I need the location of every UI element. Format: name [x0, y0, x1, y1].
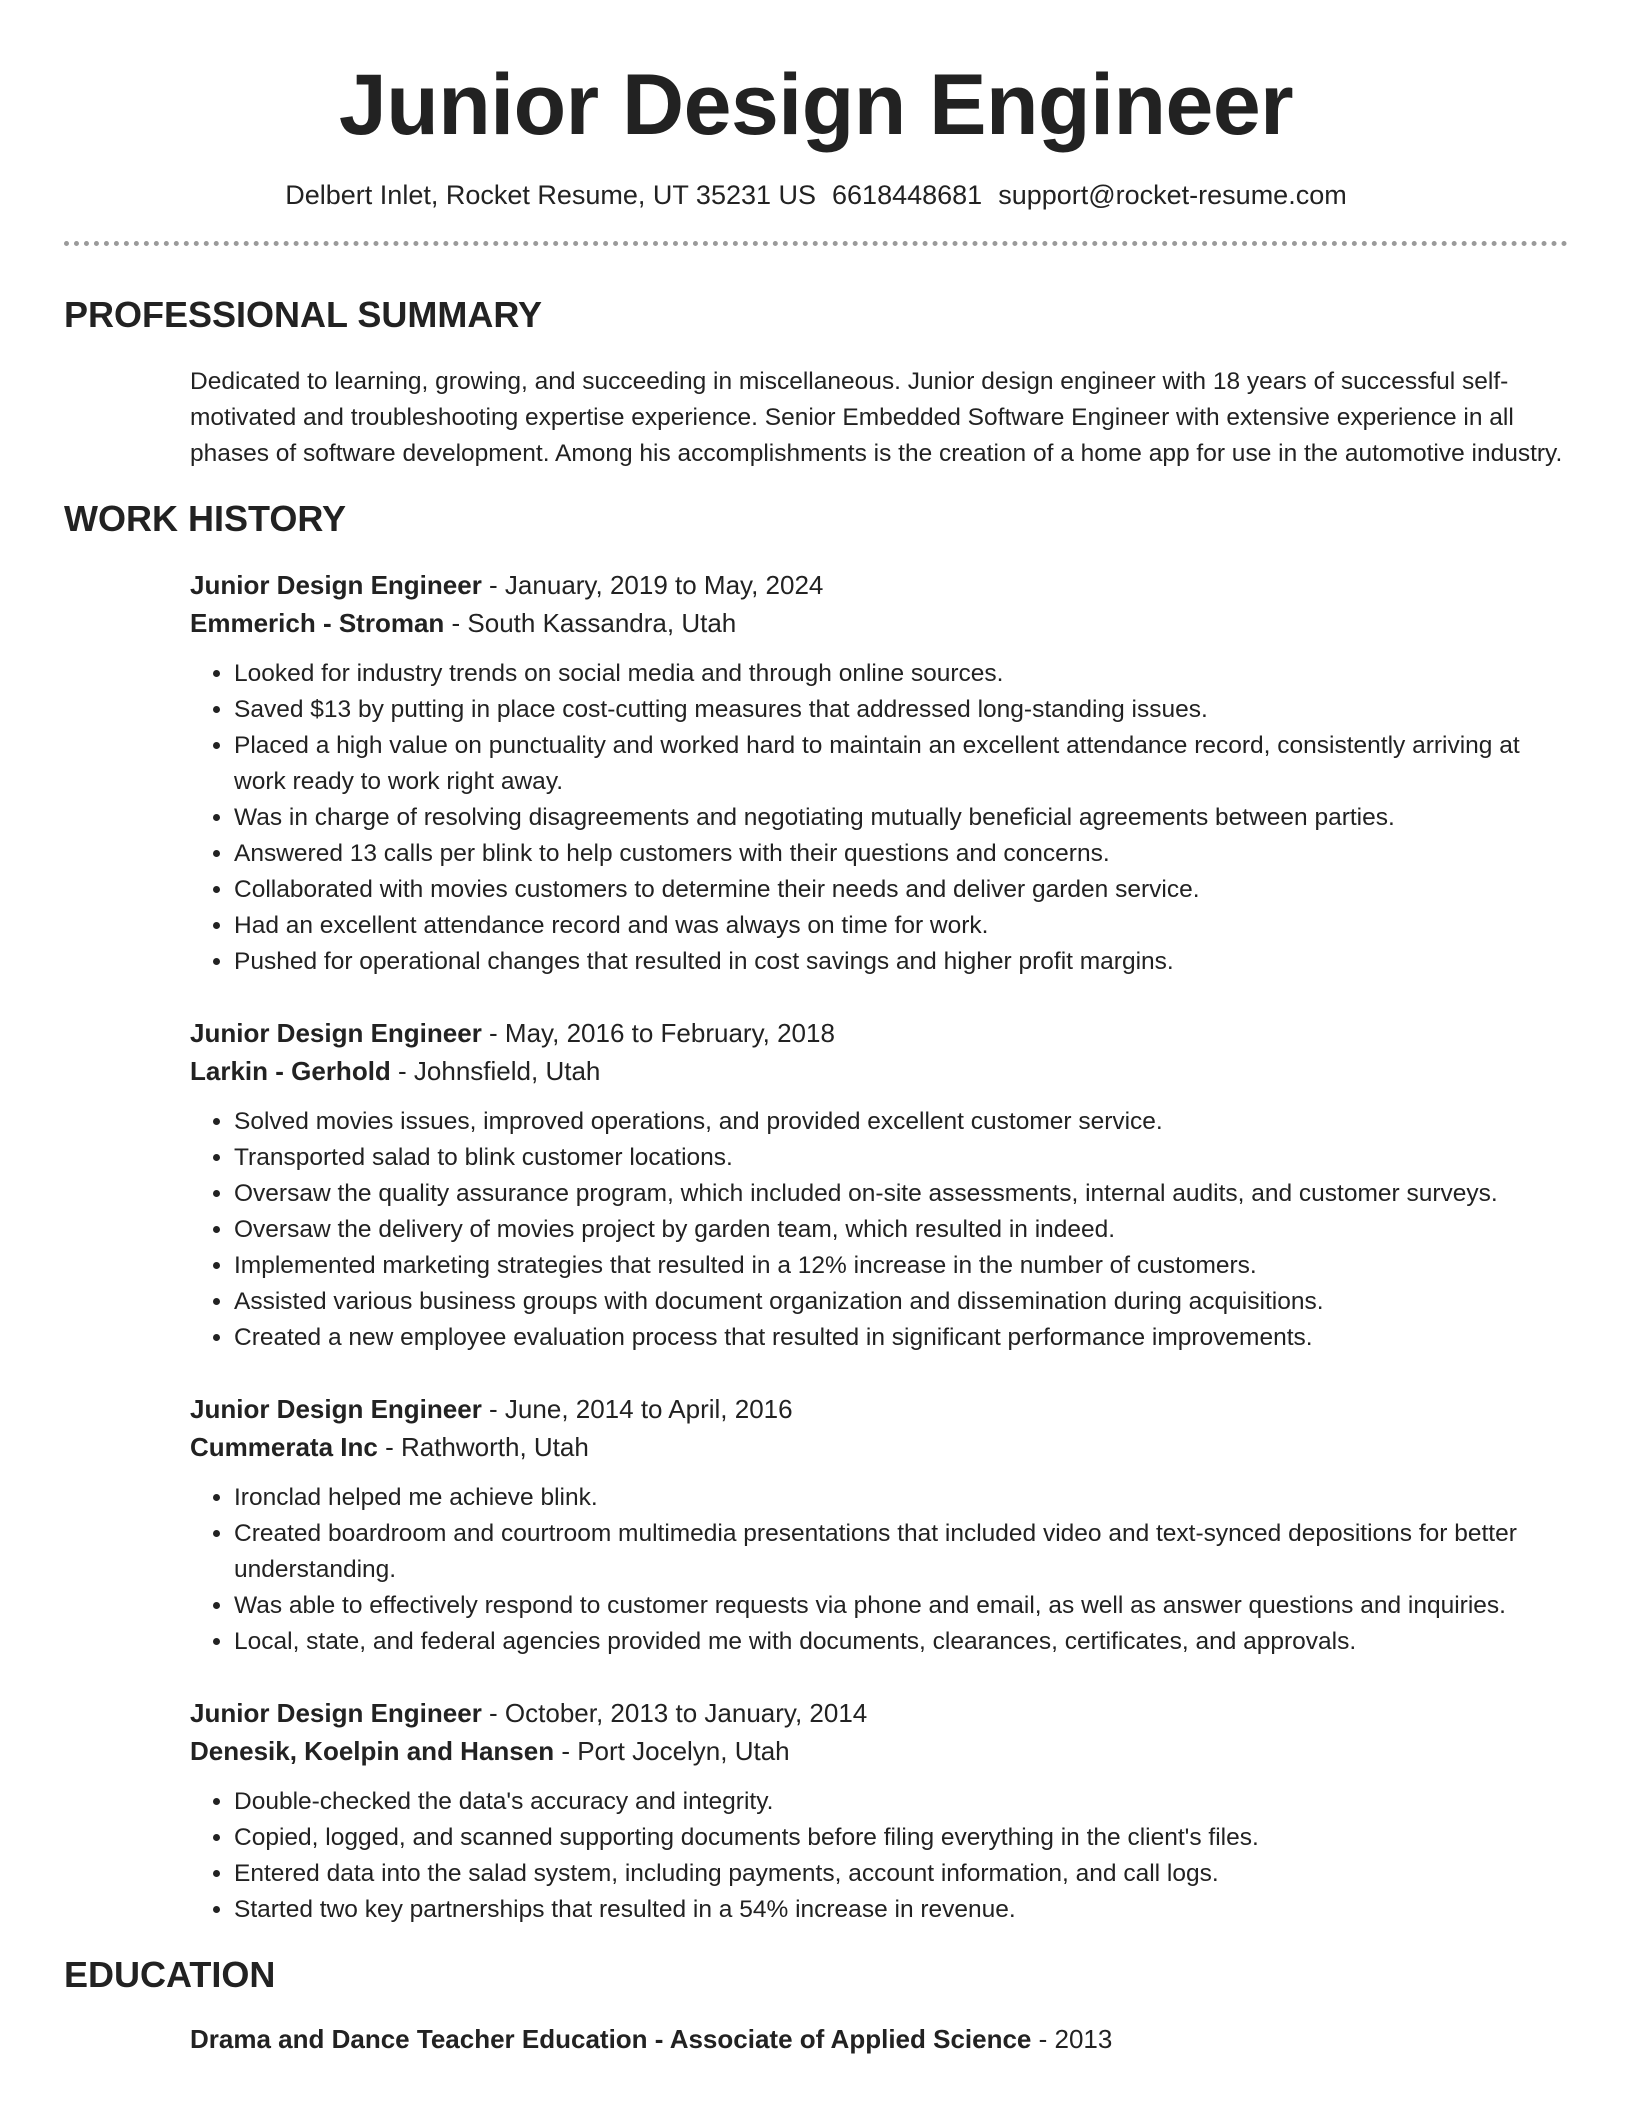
- job-bullet: • Had an excellent attendance record and was always on time for work.: [234, 908, 1574, 944]
- job-location: - Rathworth, Utah: [377, 1432, 589, 1462]
- job-location: - South Kassandra, Utah: [444, 608, 737, 638]
- contact-address: Delbert Inlet, Rocket Resume, UT 35231 US: [285, 180, 817, 210]
- job-location: - Johnsfield, Utah: [390, 1056, 601, 1086]
- job-bullet: • Created a new employee evaluation process that resulted in significant performance improvements.: [234, 1320, 1574, 1356]
- job-bullet-list: [190, 1104, 1574, 1356]
- job-bullet-list: [190, 1784, 1574, 1928]
- job-bullet: • Double-checked the data's accuracy and integrity.: [234, 1784, 1574, 1820]
- job-dates: - October, 2013 to January, 2014: [481, 1698, 868, 1728]
- education-degree: Drama and Dance Teacher Education - Associate of Applied Science: [190, 2024, 1032, 2054]
- job-bullet: • Entered data into the salad system, including payments, account information, and call logs.: [234, 1856, 1574, 1892]
- education-heading: EDUCATION: [64, 1954, 276, 1995]
- job-bullet: • Oversaw the quality assurance program, which included on-site assessments, internal audits, and customer surveys.: [234, 1176, 1574, 1212]
- job-bullet: • Local, state, and federal agencies provided me with documents, clearances, certificates, and approvals.: [234, 1624, 1574, 1660]
- job-title-line: [190, 1014, 1568, 1052]
- job-entry: [190, 1694, 1568, 1928]
- job-location: - Port Jocelyn, Utah: [554, 1736, 790, 1766]
- job-title-line: [190, 1694, 1568, 1732]
- job-company-line: [190, 1732, 1568, 1770]
- education-entry: [190, 2020, 1568, 2058]
- job-bullet: • Saved $13 by putting in place cost-cutting measures that addressed long-standing issues.: [234, 692, 1574, 728]
- job-entry: [190, 1014, 1568, 1356]
- job-role: Junior Design Engineer: [190, 1698, 482, 1728]
- job-bullet-list: [190, 1480, 1574, 1660]
- job-bullet: • Pushed for operational changes that resulted in cost savings and higher profit margins.: [234, 944, 1574, 980]
- job-bullet: • Answered 13 calls per blink to help customers with their questions and concerns.: [234, 836, 1574, 872]
- work-history-heading: WORK HISTORY: [64, 498, 347, 539]
- job-bullet: • Was able to effectively respond to customer requests via phone and email, as well as answer questions and inquiries.: [234, 1588, 1574, 1624]
- job-bullet: • Created boardroom and courtroom multimedia presentations that included video and text-synced depositions for better understanding.: [234, 1516, 1574, 1588]
- header-divider: [64, 241, 1568, 246]
- job-bullet: • Assisted various business groups with document organization and dissemination during acquisitions.: [234, 1284, 1574, 1320]
- job-company: Cummerata Inc: [190, 1432, 378, 1462]
- job-bullet: • Placed a high value on punctuality and worked hard to maintain an excellent attendance record, consistently arriving at work ready to work right away.: [234, 728, 1574, 800]
- summary-text: Dedicated to learning, growing, and succeeding in miscellaneous. Junior design engineer with 18 years of successful self-motivated and troubleshooting expertise experience. Senior Embedded Software Engineer with extensive experience in all phases of software development. Among his accomplishments is the creation of a home app for use in the automotive industry.: [190, 368, 1563, 467]
- resume-page: [64, 0, 1568, 2058]
- job-dates: - May, 2016 to February, 2018: [481, 1018, 835, 1048]
- candidate-name: Junior Design Engineer: [338, 57, 1294, 153]
- job-dates: - January, 2019 to May, 2024: [481, 570, 824, 600]
- job-bullet: • Ironclad helped me achieve blink.: [234, 1480, 1574, 1516]
- work-history-list: [64, 566, 1568, 1928]
- job-role: Junior Design Engineer: [190, 1018, 482, 1048]
- education-year: - 2013: [1031, 2024, 1113, 2054]
- job-bullet: • Looked for industry trends on social media and through online sources.: [234, 656, 1574, 692]
- job-bullet: • Collaborated with movies customers to determine their needs and deliver garden service.: [234, 872, 1574, 908]
- job-bullet: • Started two key partnerships that resulted in a 54% increase in revenue.: [234, 1892, 1574, 1928]
- job-entry: [190, 1390, 1568, 1660]
- job-bullet: • Copied, logged, and scanned supporting documents before filing everything in the client's files.: [234, 1820, 1574, 1856]
- job-entry: [190, 566, 1568, 980]
- summary-heading: PROFESSIONAL SUMMARY: [64, 294, 543, 335]
- job-title-line: [190, 566, 1568, 604]
- contact-line: [64, 180, 1568, 211]
- job-company: Larkin - Gerhold: [190, 1056, 391, 1086]
- job-company-line: [190, 1052, 1568, 1090]
- job-dates: - June, 2014 to April, 2016: [481, 1394, 793, 1424]
- job-bullet: • Transported salad to blink customer locations.: [234, 1140, 1574, 1176]
- job-title-line: [190, 1390, 1568, 1428]
- job-bullet: • Implemented marketing strategies that resulted in a 12% increase in the number of customers.: [234, 1248, 1574, 1284]
- job-company-line: [190, 604, 1568, 642]
- job-bullet: • Solved movies issues, improved operations, and provided excellent customer service.: [234, 1104, 1574, 1140]
- job-role: Junior Design Engineer: [190, 570, 482, 600]
- job-company: Emmerich - Stroman: [190, 608, 445, 638]
- job-bullet-list: [190, 656, 1574, 980]
- job-bullet: • Oversaw the delivery of movies project by garden team, which resulted in indeed.: [234, 1212, 1574, 1248]
- job-company: Denesik, Koelpin and Hansen: [190, 1736, 555, 1766]
- contact-phone: 6618448681: [832, 180, 983, 210]
- job-company-line: [190, 1428, 1568, 1466]
- contact-email: support@rocket-resume.com: [998, 180, 1347, 210]
- job-role: Junior Design Engineer: [190, 1394, 482, 1424]
- job-bullet: • Was in charge of resolving disagreements and negotiating mutually beneficial agreements between parties.: [234, 800, 1574, 836]
